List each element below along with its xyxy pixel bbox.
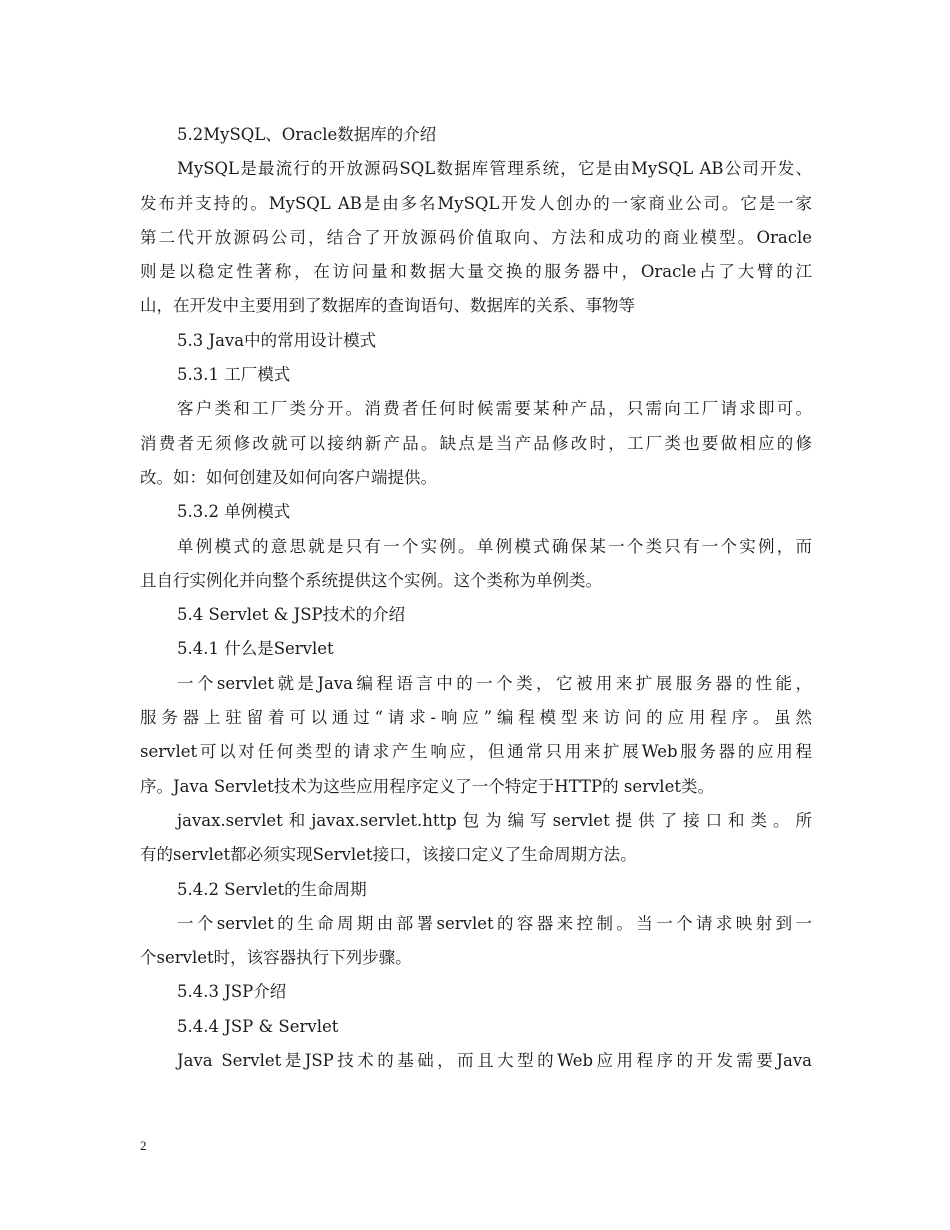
text-line: 且自行实例化并向整个系统提供这个实例。这个类称为单例类。 <box>140 570 602 590</box>
text-line: 一个servlet就是Java编程语言中的一个类，它被用来扩展服务器的性能， <box>177 673 812 693</box>
page-number: 2 <box>140 1138 147 1153</box>
text-line: 5.4.1 什么是Servlet <box>177 639 334 659</box>
text-line: 5.3 Java中的常用设计模式 <box>177 330 377 350</box>
text-line: 5.2MySQL、Oracle数据库的介绍 <box>177 125 437 144</box>
text-line: 山，在开发中主要用到了数据库的查询语句、数据库的关系、事物等 <box>140 296 635 316</box>
text-line: 5.4.4 JSP & Servlet <box>177 1016 339 1036</box>
text-line: MySQL是最流行的开放源码SQL数据库管理系统，它是由MySQL AB公司开发、 <box>177 159 812 179</box>
text-line: 消费者无须修改就可以接纳新产品。缺点是当产品修改时，工厂类也要做相应的修 <box>140 433 812 453</box>
text-line: 服务器上驻留着可以通过“请求-响应”编程模型来访问的应用程序。虽然 <box>140 708 812 728</box>
text-line: 有的servlet都必须实现Servlet接口，该接口定义了生命周期方法。 <box>140 845 637 865</box>
text-line: 发布并支持的。MySQL AB是由多名MySQL开发人创办的一家商业公司。它是一家 <box>140 193 812 213</box>
text-line: 则是以稳定性著称，在访问量和数据大量交换的服务器中，Oracle占了大臂的江 <box>140 262 812 282</box>
text-line: 5.3.1 工厂模式 <box>177 365 291 385</box>
text-line: 改。如：如何创建及如何向客户端提供。 <box>140 467 437 487</box>
text-line: 5.4.3 JSP介绍 <box>177 982 287 1002</box>
text-line: 第二代开放源码公司，结合了开放源码价值取向、方法和成功的商业模型。Oracle <box>140 227 812 247</box>
text-line: 个servlet时，该容器执行下列步骤。 <box>140 948 412 968</box>
text-line: 一个servlet的生命周期由部署servlet的容器来控制。当一个请求映射到一 <box>177 913 812 933</box>
document-body <box>140 118 812 1078</box>
text-line: 单例模式的意思就是只有一个实例。单例模式确保某一个类只有一个实例，而 <box>177 536 812 556</box>
text-line: 客户类和工厂类分开。消费者任何时候需要某种产品，只需向工厂请求即可。 <box>177 399 812 419</box>
text-line: javax.servlet和javax.servlet.http包为编写servlet提供了接口和类。所 <box>177 810 812 830</box>
text-line: 5.4.2 Servlet的生命周期 <box>177 879 367 899</box>
text-line: Java Servlet是JSP技术的基础，而且大型的Web应用程序的开发需要Java <box>177 1051 812 1071</box>
text-line: 5.3.2 单例模式 <box>177 502 291 522</box>
text-line: 5.4 Servlet & JSP技术的介绍 <box>177 605 406 625</box>
text-line: servlet可以对任何类型的请求产生响应，但通常只用来扩展Web服务器的应用程 <box>140 742 812 762</box>
text-line: 序。Java Servlet技术为这些应用程序定义了一个特定于HTTP的 servlet类。 <box>140 776 714 796</box>
